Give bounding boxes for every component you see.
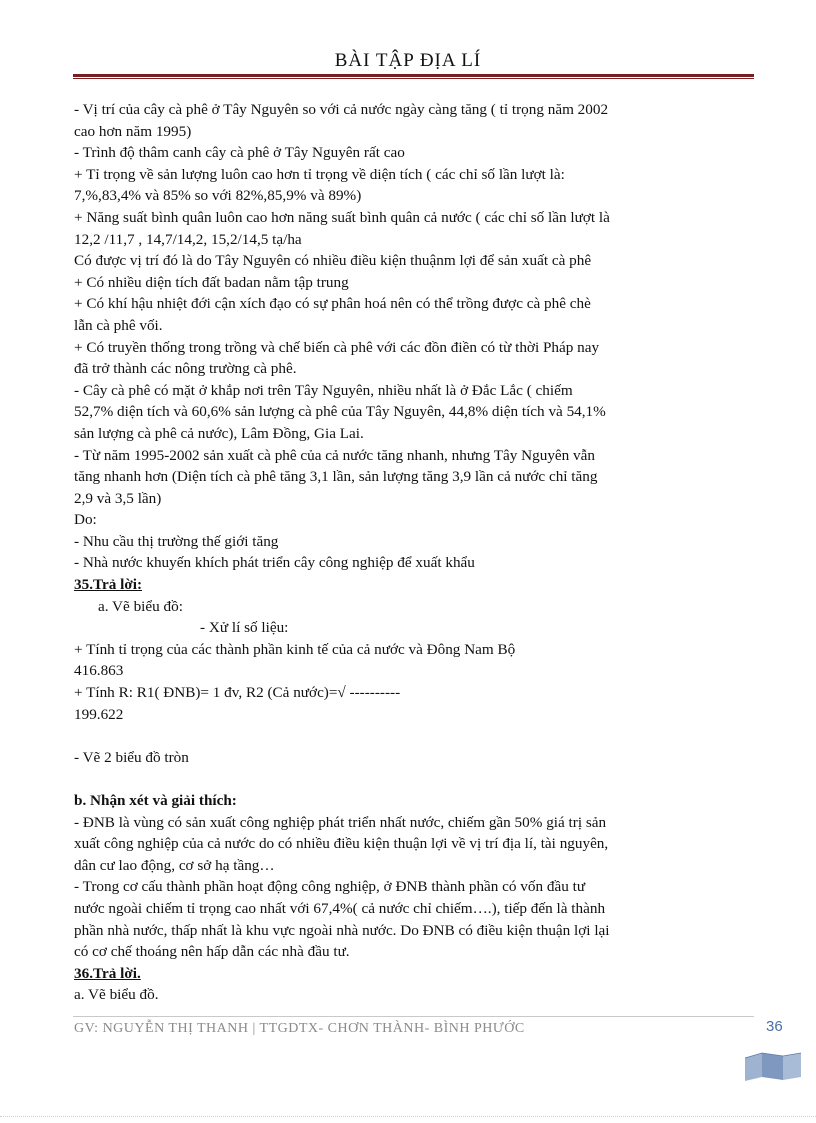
body-line: 7,%,83,4% và 85% so với 82%,85,9% và 89%) [74,187,362,205]
q35-draw-line: - Vẽ 2 biểu đồ tròn [74,748,189,766]
body-line: 12,2 /11,7 , 14,7/14,2, 15,2/14,5 tạ/ha [74,230,302,248]
footer-text: GV: NGUYỄN THỊ THANH | TTGDTX- CHƠN THÀNH- BÌNH PHƯỚC [74,1021,525,1036]
body-line: - Cây cà phê có mặt ở khắp nơi trên Tây Nguyên, nhiều nhất là ở Đắc Lắc ( chiếm [74,381,573,399]
q36-part-a: a. Vẽ biểu đồ. [74,986,159,1004]
body-line: - Trình độ thâm canh cây cà phê ở Tây Nguyên rất cao [74,144,405,162]
body-line: + Có truyền thống trong trồng và chế biến cà phê với các đồn điền có từ thời Pháp nay [74,338,600,356]
q35-b-line: nước ngoài chiếm tỉ trọng cao nhất với 67,4%( cả nước chỉ chiếm….), tiếp đến là thành [74,899,606,917]
document-body [74,99,754,1006]
q36-heading: 36.Trả lời. [74,964,141,982]
q35-b-line: có cơ chế thoáng nên hấp dẫn các nhà đầu tư. [74,943,350,961]
q35-b-line: xuất công nghiệp của cả nước do có nhiều điều kiện thuận lợi về vị trí địa lí, tài nguyên, [74,835,609,853]
page-number: 36 [766,1018,783,1035]
body-line: sản lượng cà phê cả nước), Lâm Đồng, Gia Lai. [74,424,364,442]
body-line: Có được vị trí đó là do Tây Nguyên có nhiều điều kiện thuậnm lợi để sản xuất cà phê [74,252,592,270]
body-line: - Nhà nước khuyến khích phát triển cây công nghiệp để xuất khẩu [74,554,475,572]
q35-b-line: - ĐNB là vùng có sản xuất công nghiệp phát triển nhất nước, chiếm gần 50% giá trị sản [74,813,607,831]
q35-b-line: dân cư lao động, cơ sở hạ tầng… [74,856,275,874]
body-line: + Năng suất bình quân luôn cao hơn năng suất bình quân cả nước ( các chỉ số lần lượt là [74,208,610,226]
header-rule [73,74,754,77]
body-line: - Vị trí của cây cà phê ở Tây Nguyên so với cả nước ngày càng tăng ( tỉ trọng năm 2002 [74,101,609,118]
spacer [74,725,754,747]
body-line: + Có nhiều diện tích đất badan nằm tập trung [74,273,349,291]
q35-part-a-sub: - Xử lí số liệu: [200,619,289,637]
page-corner-icon [744,1052,802,1082]
q35-part-b-heading: b. Nhận xét và giải thích: [74,792,237,809]
q35-part-a: a. Vẽ biểu đồ: [98,597,183,615]
body-line: - Nhu cầu thị trường thế giới tăng [74,532,279,550]
body-line: - Từ năm 1995-2002 sản xuất cà phê của cả nước tăng nhanh, nhưng Tây Nguyên vẫn [74,446,595,464]
q35-b-line: - Trong cơ cấu thành phần hoạt động công nghiệp, ở ĐNB thành phần có vốn đầu tư [74,878,586,896]
body-line: 2,9 và 3,5 lần) [74,489,162,507]
page-header-title: BÀI TẬP ĐỊA LÍ [334,50,482,71]
body-line: lẫn cà phê vối. [74,316,163,334]
body-line: Do: [74,511,97,529]
q35-heading: 35.Trả lời: [74,576,143,594]
bottom-border [0,1116,816,1118]
spacer [74,768,754,790]
q35-line: + Tính tỉ trọng của các thành phần kinh tế của cả nước và Đông Nam Bộ [74,640,516,658]
body-line: + Tỉ trọng về sản lượng luôn cao hơn tỉ trọng về diện tích ( các chỉ số lần lượt là: [74,165,565,183]
body-line: + Có khí hậu nhiệt đới cận xích đạo có sự phân hoá nên có thể trồng được cà phê chè [74,295,591,313]
q35-b-line: phần nhà nước, thấp nhất là khu vực ngoài nhà nước. Do ĐNB có điều kiện thuận lợi lại [74,921,610,939]
q35-line: 199.622 [74,705,124,723]
q35-line: 416.863 [74,662,124,680]
q35-line: + Tính R: R1( ĐNB)= 1 đv, R2 (Cả nước)=√ ---------- [74,684,401,702]
body-line: cao hơn năm 1995) [74,122,192,140]
header-rule-thin [73,78,754,79]
footer-rule [73,1016,754,1017]
body-line: 52,7% diện tích và 60,6% sản lượng cà phê của Tây Nguyên, 44,8% diện tích và 54,1% [74,403,606,421]
body-line: đã trở thành các nông trường cà phê. [74,360,297,378]
body-line: tăng nhanh hơn (Diện tích cà phê tăng 3,1 lần, sản lượng tăng 3,9 lần cả nước chỉ tăng [74,468,598,486]
